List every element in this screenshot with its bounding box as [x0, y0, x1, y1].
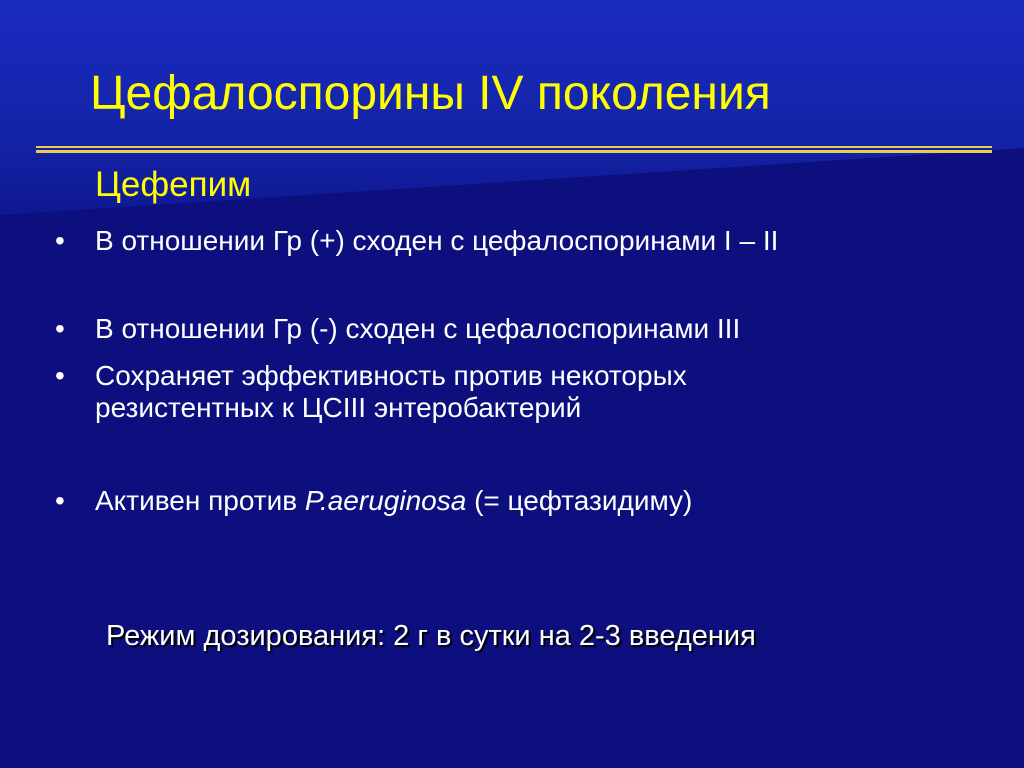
bullet-text	[95, 360, 687, 424]
bullet-text: В отношении Гр (+) сходен с цефалоспоринами I – II	[95, 225, 779, 256]
bullet-marker: •	[55, 313, 65, 344]
divider-line-top	[36, 146, 992, 148]
bullet-marker: •	[55, 485, 65, 516]
divider-line-bottom	[36, 150, 992, 153]
bullet-text-line-2: резистентных к ЦСIII энтеробактерий	[95, 392, 582, 423]
slide-subtitle: Цефепим	[95, 165, 252, 204]
slide-title: Цефалоспорины IV поколения	[90, 67, 771, 120]
bullet-text-line-1: Сохраняет эффективность против некоторых	[95, 360, 687, 391]
bullet-marker: •	[55, 225, 65, 256]
bullet-marker: •	[55, 360, 65, 391]
bullet-text	[95, 485, 692, 517]
bullet-text: В отношении Гр (-) сходен с цефалоспоринами III	[95, 313, 741, 344]
bullet-text-after: (= цефтазидиму)	[466, 485, 693, 516]
bullet-text-before: Активен против	[95, 485, 305, 516]
organism-name: P.aeruginosa	[304, 485, 467, 516]
dosage-note: Режим дозирования: 2 г в сутки на 2-3 введения	[106, 620, 756, 652]
title-divider	[36, 146, 992, 153]
